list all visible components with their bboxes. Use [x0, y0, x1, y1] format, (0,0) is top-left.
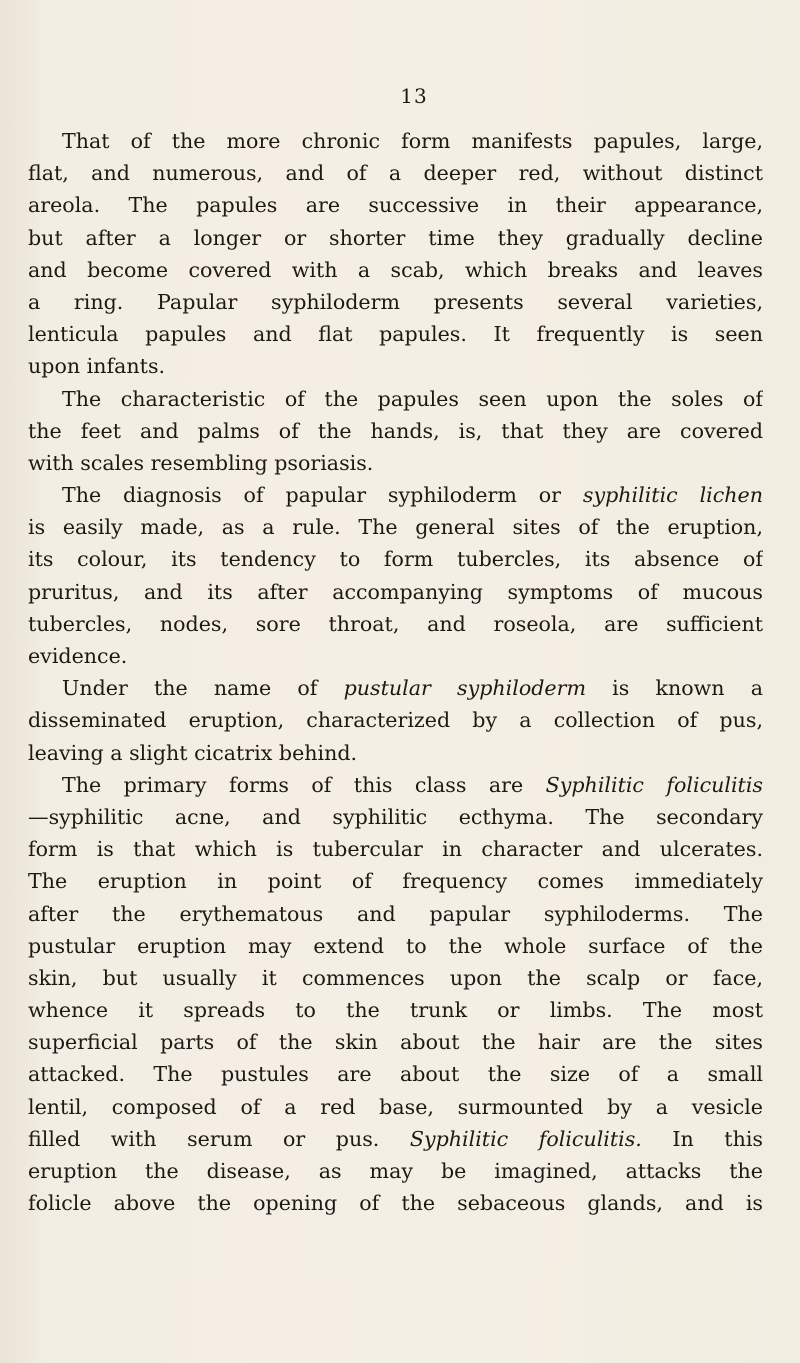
text-line: but after a longer or shorter time they gradually decline — [28, 225, 763, 250]
text-run: The primary forms of this class are — [62, 772, 546, 797]
text-run: Under the name of — [62, 676, 344, 701]
text-line: pustular eruption may extend to the whole surface of the — [28, 933, 763, 958]
text-line: upon infants. — [28, 354, 166, 379]
text-line: form is that which is tubercular in character and ulcerates. — [28, 837, 763, 862]
text-line: —syphilitic acne, and syphilitic ecthyma. The secondary — [28, 804, 763, 829]
italic-term: Syphilitic foliculitis. — [409, 1126, 642, 1151]
text-line: with scales resembling psoriasis. — [28, 450, 374, 475]
text-line: That of the more chronic form manifests papules, large, — [62, 129, 763, 153]
text-run: filled with serum or pus. — [28, 1126, 410, 1151]
text-line: superficial parts of the skin about the hair are the sites — [28, 1030, 763, 1055]
text-line: The characteristic of the papules seen upon the soles of — [62, 386, 763, 411]
italic-term: syphilitic lichen — [582, 483, 763, 508]
text-line: disseminated eruption, characterized by a collection of pus, — [28, 708, 763, 733]
text-line: leaving a slight cicatrix behind. — [28, 740, 358, 765]
text-line — [28, 672, 763, 704]
text-run: is known a — [585, 676, 763, 701]
text-line — [28, 1123, 763, 1155]
text-line: tubercles, nodes, sore throat, and roseola, are sufficient — [28, 611, 763, 636]
text-line: is easily made, as a rule. The general sites of the eruption, — [28, 515, 763, 540]
text-line: and become covered with a scab, which breaks and leaves — [28, 257, 763, 282]
text-line: its colour, its tendency to form tubercles, its absence of — [28, 547, 763, 572]
text-line: whence it spreads to the trunk or limbs. The most — [28, 998, 763, 1023]
text-line: after the erythematous and papular syphiloderms. The — [28, 901, 763, 926]
text-line: evidence. — [28, 644, 128, 668]
text-line — [28, 479, 763, 511]
text-line: a ring. Papular syphiloderm presents several varieties, — [28, 289, 763, 314]
text-line: pruritus, and its after accompanying symptoms of mucous — [28, 579, 763, 604]
text-run: The diagnosis of papular syphiloderm or — [62, 483, 583, 508]
text-line: lentil, composed of a red base, surmounted by a vesicle — [28, 1094, 763, 1119]
text-line: areola. The papules are successive in their appearance, — [28, 193, 763, 218]
italic-term: pustular syphiloderm — [343, 676, 586, 701]
text-run: In this — [641, 1126, 763, 1151]
text-line: skin, but usually it commences upon the scalp or face, — [28, 965, 763, 990]
text-line: flat, and numerous, and of a deeper red, without distinct — [28, 161, 763, 186]
body-text — [28, 125, 763, 1219]
text-line: folicle above the opening of the sebaceous glands, and is — [28, 1191, 763, 1216]
page-number: 13 — [400, 84, 428, 108]
text-line: lenticula papules and flat papules. It frequently is seen — [28, 322, 763, 347]
text-line: The eruption in point of frequency comes immediately — [28, 869, 763, 894]
text-line: eruption the disease, as may be imagined, attacks the — [28, 1159, 763, 1183]
text-line — [28, 769, 763, 801]
italic-term: Syphilitic foliculitis — [545, 772, 763, 797]
text-line: the feet and palms of the hands, is, that they are covered — [28, 418, 763, 443]
text-line: attacked. The pustules are about the size of a small — [28, 1062, 763, 1087]
